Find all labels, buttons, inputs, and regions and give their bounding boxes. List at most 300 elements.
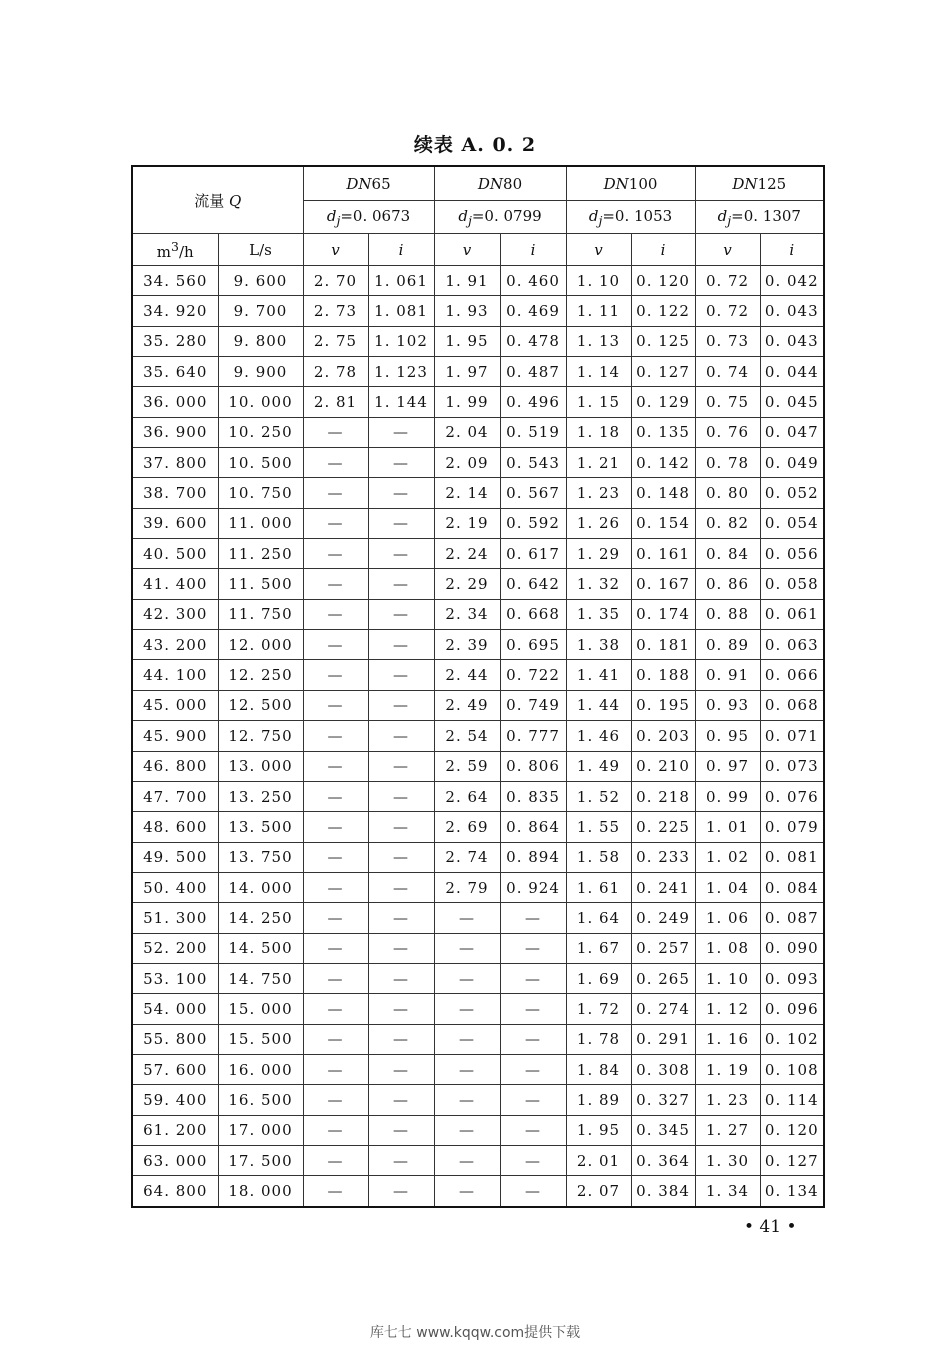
table-cell: 0. 308 [631, 1054, 695, 1084]
table-cell: 1. 30 [695, 1145, 760, 1175]
table-cell: 2. 64 [434, 781, 500, 811]
table-cell: 0. 478 [500, 326, 566, 356]
table-cell: 1. 78 [566, 1024, 631, 1054]
table-cell: 40. 500 [132, 539, 218, 569]
table-cell: 2. 73 [303, 296, 368, 326]
table-cell: — [303, 933, 368, 963]
table-cell: 2. 49 [434, 690, 500, 720]
table-cell: 2. 44 [434, 660, 500, 690]
table-cell: 0. 079 [760, 812, 824, 842]
table-cell: 1. 18 [566, 417, 631, 447]
table-cell: 1. 23 [695, 1085, 760, 1115]
table-cell: — [303, 842, 368, 872]
table-cell: 0. 154 [631, 508, 695, 538]
i-header: i [368, 234, 434, 266]
table-row [132, 1024, 824, 1054]
table-cell: 10. 750 [218, 478, 303, 508]
table-row [132, 599, 824, 629]
table-cell: 12. 500 [218, 690, 303, 720]
table-cell: 0. 89 [695, 630, 760, 660]
table-cell: 0. 114 [760, 1085, 824, 1115]
table-cell: 0. 218 [631, 781, 695, 811]
table-cell: 46. 800 [132, 751, 218, 781]
table-cell: 0. 225 [631, 812, 695, 842]
table-row [132, 508, 824, 538]
table-cell: — [434, 994, 500, 1024]
table-cell: 0. 97 [695, 751, 760, 781]
table-cell: 0. 142 [631, 448, 695, 478]
table-cell: 1. 21 [566, 448, 631, 478]
table-row [132, 1176, 824, 1207]
table-cell: 0. 519 [500, 417, 566, 447]
table-cell: — [500, 1085, 566, 1115]
table-cell: 0. 125 [631, 326, 695, 356]
table-cell: 34. 920 [132, 296, 218, 326]
table-cell: 0. 102 [760, 1024, 824, 1054]
table-cell: — [434, 1115, 500, 1145]
table-cell: 0. 188 [631, 660, 695, 690]
table-cell: — [303, 781, 368, 811]
table-cell: 1. 35 [566, 599, 631, 629]
table-cell: — [368, 903, 434, 933]
table-cell: — [434, 1054, 500, 1084]
table-cell: — [368, 721, 434, 751]
table-cell: 2. 14 [434, 478, 500, 508]
table-cell: 34. 560 [132, 266, 218, 296]
table-cell: 14. 750 [218, 963, 303, 993]
dn-header-125: DN125 [695, 166, 824, 201]
v-header: v [434, 234, 500, 266]
table-cell: 0. 469 [500, 296, 566, 326]
table-cell: 0. 80 [695, 478, 760, 508]
table-cell: 1. 26 [566, 508, 631, 538]
table-cell: 0. 203 [631, 721, 695, 751]
table-cell: 1. 69 [566, 963, 631, 993]
table-cell: 0. 74 [695, 357, 760, 387]
table-cell: 0. 043 [760, 326, 824, 356]
table-cell: — [368, 630, 434, 660]
table-cell: 13. 250 [218, 781, 303, 811]
table-cell: 9. 700 [218, 296, 303, 326]
table-cell: 0. 384 [631, 1176, 695, 1207]
table-cell: 0. 120 [760, 1115, 824, 1145]
table-cell: 48. 600 [132, 812, 218, 842]
table-cell: — [368, 448, 434, 478]
table-cell: 1. 34 [695, 1176, 760, 1207]
table-cell: — [368, 842, 434, 872]
table-cell: 1. 84 [566, 1054, 631, 1084]
table-cell: — [368, 872, 434, 902]
table-cell: 1. 95 [434, 326, 500, 356]
i-header: i [500, 234, 566, 266]
table-cell: 53. 100 [132, 963, 218, 993]
table-cell: 1. 02 [695, 842, 760, 872]
table-cell: 41. 400 [132, 569, 218, 599]
table-cell: — [303, 448, 368, 478]
table-cell: 0. 274 [631, 994, 695, 1024]
dj-header-100: $d_j=0$. 1053 [566, 201, 695, 234]
table-cell: — [303, 1115, 368, 1145]
table-cell: 1. 89 [566, 1085, 631, 1115]
table-cell: 0. 096 [760, 994, 824, 1024]
table-cell: 0. 592 [500, 508, 566, 538]
table-row [132, 1085, 824, 1115]
table-cell: 0. 058 [760, 569, 824, 599]
table-cell: — [303, 630, 368, 660]
table-cell: 12. 250 [218, 660, 303, 690]
table-cell: 0. 084 [760, 872, 824, 902]
table-cell: — [368, 781, 434, 811]
table-cell: 0. 127 [760, 1145, 824, 1175]
table-row [132, 539, 824, 569]
table-row [132, 690, 824, 720]
table-cell: 1. 58 [566, 842, 631, 872]
hydraulic-table [131, 165, 825, 1208]
table-cell: 2. 04 [434, 417, 500, 447]
table-cell: — [368, 660, 434, 690]
table-cell: 1. 01 [695, 812, 760, 842]
table-row [132, 478, 824, 508]
table-cell: 1. 46 [566, 721, 631, 751]
table-cell: 9. 900 [218, 357, 303, 387]
table-cell: 17. 500 [218, 1145, 303, 1175]
table-row [132, 721, 824, 751]
table-cell: 14. 500 [218, 933, 303, 963]
table-cell: 1. 55 [566, 812, 631, 842]
table-cell: 0. 134 [760, 1176, 824, 1207]
table-cell: 43. 200 [132, 630, 218, 660]
table-caption: 续表 A. 0. 2 [413, 134, 537, 156]
table-cell: 0. 052 [760, 478, 824, 508]
table-cell: 0. 066 [760, 660, 824, 690]
table-cell: 39. 600 [132, 508, 218, 538]
v-header: v [695, 234, 760, 266]
table-cell: 0. 148 [631, 478, 695, 508]
table-cell: 35. 640 [132, 357, 218, 387]
table-cell: — [434, 1024, 500, 1054]
table-cell: 0. 75 [695, 387, 760, 417]
dn-header-80: DN80 [434, 166, 566, 201]
table-cell: 1. 19 [695, 1054, 760, 1084]
table-cell: — [303, 660, 368, 690]
table-cell: 0. 806 [500, 751, 566, 781]
table-cell: 0. 127 [631, 357, 695, 387]
table-cell: 1. 16 [695, 1024, 760, 1054]
table-cell: 0. 642 [500, 569, 566, 599]
i-header: i [631, 234, 695, 266]
table-cell: 0. 241 [631, 872, 695, 902]
table-cell: 36. 900 [132, 417, 218, 447]
table-cell: — [368, 1024, 434, 1054]
table-cell: 2. 24 [434, 539, 500, 569]
table-row [132, 387, 824, 417]
table-cell: 18. 000 [218, 1176, 303, 1207]
table-cell: 37. 800 [132, 448, 218, 478]
table-cell: — [303, 872, 368, 902]
table-cell: 1. 11 [566, 296, 631, 326]
table-row [132, 781, 824, 811]
table-cell: 12. 000 [218, 630, 303, 660]
table-cell: 2. 29 [434, 569, 500, 599]
table-cell: 2. 79 [434, 872, 500, 902]
table-cell: 1. 061 [368, 266, 434, 296]
table-cell: 47. 700 [132, 781, 218, 811]
table-cell: 1. 61 [566, 872, 631, 902]
table-row [132, 660, 824, 690]
table-row [132, 357, 824, 387]
table-cell: — [434, 963, 500, 993]
table-cell: — [303, 721, 368, 751]
table-cell: — [303, 417, 368, 447]
table-cell: 50. 400 [132, 872, 218, 902]
table-cell: 17. 000 [218, 1115, 303, 1145]
table-cell: — [500, 994, 566, 1024]
table-cell: — [500, 903, 566, 933]
flow-header [132, 166, 303, 234]
table-cell: 1. 10 [566, 266, 631, 296]
table-cell: 13. 500 [218, 812, 303, 842]
table-cell: 51. 300 [132, 903, 218, 933]
table-cell: — [500, 1145, 566, 1175]
table-cell: — [500, 1176, 566, 1207]
table-cell: 0. 181 [631, 630, 695, 660]
table-row [132, 266, 824, 296]
table-cell: 1. 49 [566, 751, 631, 781]
table-cell: 1. 10 [695, 963, 760, 993]
table-cell: 0. 749 [500, 690, 566, 720]
table-body [132, 266, 824, 1207]
table-cell: 1. 41 [566, 660, 631, 690]
flow-symbol: Q [229, 191, 242, 210]
table-cell: 0. 73 [695, 326, 760, 356]
table-cell: 45. 000 [132, 690, 218, 720]
table-cell: 36. 000 [132, 387, 218, 417]
table-cell: — [303, 539, 368, 569]
table-cell: — [368, 478, 434, 508]
table-cell: 2. 78 [303, 357, 368, 387]
table-cell: 1. 14 [566, 357, 631, 387]
table-cell: 11. 500 [218, 569, 303, 599]
table-cell: — [368, 751, 434, 781]
table-cell: 0. 090 [760, 933, 824, 963]
table-cell: 0. 894 [500, 842, 566, 872]
table-cell: — [500, 963, 566, 993]
table-cell: 0. 924 [500, 872, 566, 902]
table-cell: — [303, 903, 368, 933]
table-cell: — [303, 1054, 368, 1084]
table-cell: — [434, 1145, 500, 1175]
table-cell: 0. 249 [631, 903, 695, 933]
table-row [132, 569, 824, 599]
table-cell: 52. 200 [132, 933, 218, 963]
table-cell: 0. 82 [695, 508, 760, 538]
table-cell: 38. 700 [132, 478, 218, 508]
table-cell: 2. 09 [434, 448, 500, 478]
table-cell: 2. 74 [434, 842, 500, 872]
table-cell: — [303, 599, 368, 629]
table-cell: 0. 864 [500, 812, 566, 842]
table-cell: 11. 750 [218, 599, 303, 629]
table-cell: 0. 174 [631, 599, 695, 629]
table-cell: 0. 460 [500, 266, 566, 296]
table-cell: 10. 500 [218, 448, 303, 478]
dj-header-80: $d_j=0$. 0799 [434, 201, 566, 234]
table-cell: 63. 000 [132, 1145, 218, 1175]
table-cell: 0. 99 [695, 781, 760, 811]
unit-m3h-header: $m^3/h$ [132, 234, 218, 266]
table-cell: — [303, 1085, 368, 1115]
table-cell: 0. 345 [631, 1115, 695, 1145]
table-cell: 0. 056 [760, 539, 824, 569]
table-cell: — [368, 1115, 434, 1145]
table-cell: 35. 280 [132, 326, 218, 356]
table-cell: 1. 97 [434, 357, 500, 387]
table-row [132, 994, 824, 1024]
table-cell: — [368, 539, 434, 569]
table-cell: 0. 291 [631, 1024, 695, 1054]
table-cell: — [368, 994, 434, 1024]
table-cell: 0. 668 [500, 599, 566, 629]
table-cell: 0. 087 [760, 903, 824, 933]
table-cell: 1. 72 [566, 994, 631, 1024]
table-cell: 57. 600 [132, 1054, 218, 1084]
dn-header-100: DN100 [566, 166, 695, 201]
table-cell: 0. 487 [500, 357, 566, 387]
table-cell: — [303, 508, 368, 538]
table-cell: 0. 043 [760, 296, 824, 326]
dj-header-125: $d_j=0$. 1307 [695, 201, 824, 234]
table-cell: 0. 722 [500, 660, 566, 690]
table-cell: — [303, 963, 368, 993]
table-cell: 10. 000 [218, 387, 303, 417]
flow-label: 流量 [194, 191, 225, 210]
table-cell: 2. 59 [434, 751, 500, 781]
i-header: i [760, 234, 824, 266]
table-cell: 1. 91 [434, 266, 500, 296]
table-cell: — [303, 751, 368, 781]
table-cell: 9. 600 [218, 266, 303, 296]
table-cell: — [368, 599, 434, 629]
table-cell: 1. 99 [434, 387, 500, 417]
table-cell: 1. 23 [566, 478, 631, 508]
table-cell: — [368, 508, 434, 538]
table-cell: 9. 800 [218, 326, 303, 356]
table-row [132, 296, 824, 326]
table-row [132, 903, 824, 933]
table-cell: 59. 400 [132, 1085, 218, 1115]
table-cell: 2. 75 [303, 326, 368, 356]
table-row [132, 417, 824, 447]
table-cell: 1. 144 [368, 387, 434, 417]
v-header: v [303, 234, 368, 266]
table-cell: 0. 167 [631, 569, 695, 599]
table-cell: 55. 800 [132, 1024, 218, 1054]
table-cell: 0. 84 [695, 539, 760, 569]
table-cell: 0. 042 [760, 266, 824, 296]
table-cell: 0. 543 [500, 448, 566, 478]
table-cell: 12. 750 [218, 721, 303, 751]
table-cell: — [434, 1085, 500, 1115]
table-cell: — [368, 812, 434, 842]
table-cell: 0. 061 [760, 599, 824, 629]
table-cell: 0. 054 [760, 508, 824, 538]
table-cell: 0. 068 [760, 690, 824, 720]
table-cell: 1. 95 [566, 1115, 631, 1145]
table-cell: 0. 076 [760, 781, 824, 811]
table-cell: 0. 045 [760, 387, 824, 417]
table-cell: 0. 233 [631, 842, 695, 872]
table-cell: — [368, 1145, 434, 1175]
table-cell: 14. 000 [218, 872, 303, 902]
table-cell: — [368, 963, 434, 993]
table-row [132, 933, 824, 963]
table-cell: — [500, 1024, 566, 1054]
table-cell: — [303, 478, 368, 508]
table-cell: 2. 69 [434, 812, 500, 842]
table-cell: 0. 081 [760, 842, 824, 872]
table-cell: 11. 000 [218, 508, 303, 538]
table-cell: 54. 000 [132, 994, 218, 1024]
table-cell: — [303, 1024, 368, 1054]
dn-header-65: DN65 [303, 166, 434, 201]
table-cell: 2. 34 [434, 599, 500, 629]
table-row [132, 963, 824, 993]
table-cell: 1. 29 [566, 539, 631, 569]
table-cell: 61. 200 [132, 1115, 218, 1145]
table-cell: — [368, 690, 434, 720]
table-cell: 0. 063 [760, 630, 824, 660]
table-cell: 13. 750 [218, 842, 303, 872]
table-cell: 2. 81 [303, 387, 368, 417]
table-cell: 2. 19 [434, 508, 500, 538]
table-cell: — [303, 569, 368, 599]
table-row [132, 1145, 824, 1175]
table-cell: 0. 327 [631, 1085, 695, 1115]
table-row [132, 842, 824, 872]
v-header: v [566, 234, 631, 266]
table-cell: 1. 38 [566, 630, 631, 660]
table-cell: 1. 44 [566, 690, 631, 720]
table-cell: 1. 67 [566, 933, 631, 963]
table-cell: 1. 27 [695, 1115, 760, 1145]
table-cell: — [303, 690, 368, 720]
table-row [132, 751, 824, 781]
table-cell: 0. 91 [695, 660, 760, 690]
page-number: • 41 • [744, 1217, 797, 1237]
table-cell: 1. 64 [566, 903, 631, 933]
table-row [132, 326, 824, 356]
footer-watermark: 库七七 www.kqqw.com提供下载 [369, 1325, 581, 1341]
table-cell: 64. 800 [132, 1176, 218, 1207]
table-cell: — [368, 417, 434, 447]
table-cell: 0. 047 [760, 417, 824, 447]
table-cell: 0. 210 [631, 751, 695, 781]
table-row [132, 872, 824, 902]
table-cell: 1. 93 [434, 296, 500, 326]
table-cell: 1. 04 [695, 872, 760, 902]
table-cell: 0. 044 [760, 357, 824, 387]
table-cell: 0. 95 [695, 721, 760, 751]
table-cell: — [303, 1176, 368, 1207]
table-cell: 1. 32 [566, 569, 631, 599]
table-cell: 0. 93 [695, 690, 760, 720]
table-cell: 16. 000 [218, 1054, 303, 1084]
table-cell: 15. 000 [218, 994, 303, 1024]
table-cell: — [368, 933, 434, 963]
table-row [132, 1054, 824, 1084]
table-cell: 10. 250 [218, 417, 303, 447]
table-row [132, 448, 824, 478]
